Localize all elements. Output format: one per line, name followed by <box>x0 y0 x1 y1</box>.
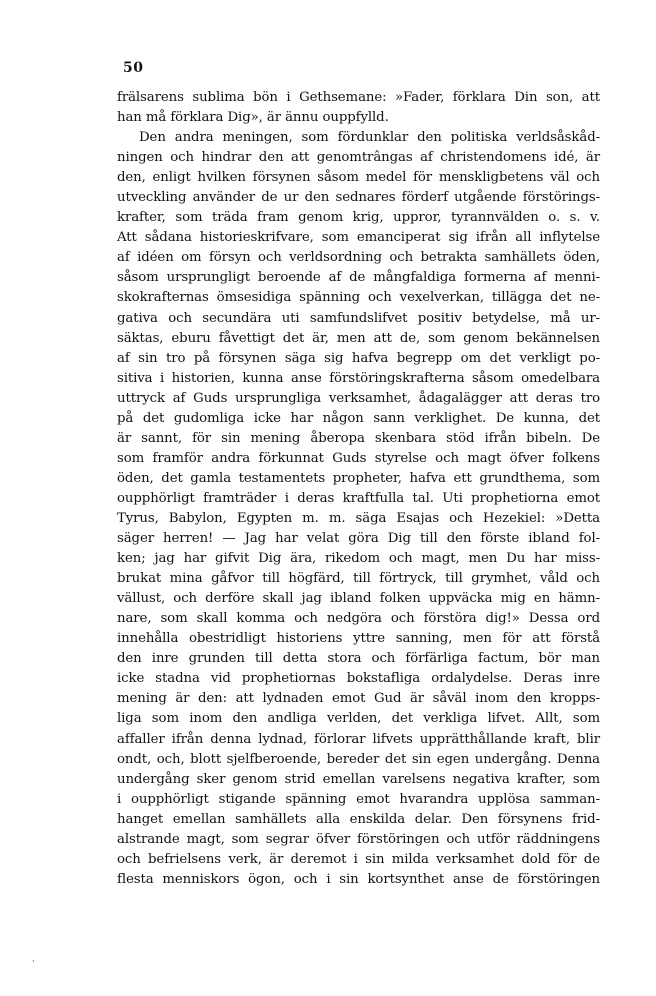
text-line: frälsarens sublima bön i Gethsemane: »Fader, förklara Din son, att <box>117 90 600 105</box>
text-line: utveckling använder de ur den sednares förderf utgående förstörings- <box>117 190 600 206</box>
text-line: öden, det gamla testamentets propheter, hafva ett grundthema, som <box>117 470 600 486</box>
text-line: i oupphörligt stigande spänning emot hvarandra upplösa samman- <box>117 791 600 807</box>
text-line: som framför andra förkunnat Guds styrelse och magt öfver folkens <box>117 450 600 466</box>
text-line: oupphörligt framträder i deras kraftfulla tal. Uti prophetiorna emot <box>117 490 600 506</box>
text-line: Att sådana historieskrifvare, som emanciperat sig ifrån all inflytelse <box>117 230 600 246</box>
text-line: liga som inom den andliga verlden, det verkliga lifvet. Allt, som <box>117 711 600 727</box>
body-text <box>117 88 600 890</box>
text-line: Den andra meningen, som fördunklar den politiska verldsåskåd- <box>139 130 600 146</box>
text-line: flesta menniskors ögon, och i sin kortsynthet anse de förstöringen <box>117 871 600 887</box>
text-line: sitiva i historien, kunna anse förstöringskrafterna såsom omedelbara <box>117 370 600 386</box>
text-line: icke stadna vid prophetiornas bokstafliga ordalydelse. Deras inre <box>117 671 600 687</box>
text-line: nare, som skall komma och nedgöra och förstöra dig!» Dessa ord <box>117 611 600 627</box>
text-line: den inre grunden till detta stora och förfärliga factum, bör man <box>117 651 600 667</box>
text-line: mening är den: att lydnaden emot Gud är såväl inom den kropps- <box>117 691 600 707</box>
text-line: af sin tro på försynen säga sig hafva begrepp om det verkligt po- <box>117 350 600 366</box>
text-line: Tyrus, Babylon, Egypten m. m. säga Esajas och Hezekiel: »Detta <box>117 510 600 526</box>
text-line: på det gudomliga icke har någon sann verklighet. De kunna, det <box>117 410 600 426</box>
text-line: hanget emellan samhällets alla enskilda delar. Den försynens frid- <box>117 811 600 827</box>
text-line: säktas, eburu fåvettigt det är, men att de, som genom bekännelsen <box>117 330 600 346</box>
text-line: skokrafternas ömsesidiga spänning och vexelverkan, tillägga det ne- <box>117 290 600 306</box>
text-line: krafter, som träda fram genom krig, uppror, tyrannvälden o. s. v. <box>117 210 600 226</box>
text-line: han må förklara Dig», är ännu ouppfylld. <box>117 110 389 126</box>
text-line: är sannt, för sin mening åberopa skenbara stöd ifrån bibeln. De <box>117 430 600 446</box>
text-line: af idéen om försyn och verldsordning och betrakta samhällets öden, <box>117 250 600 266</box>
text-line: brukat mina gåfvor till högfärd, till förtryck, till grymhet, våld och <box>117 571 600 587</box>
text-line: vällust, och derföre skall jag ibland folken uppväcka mig en hämn- <box>117 591 600 607</box>
text-line: uttryck af Guds ursprungliga verksamhet, ådagalägger att deras tro <box>117 390 600 406</box>
text-line: ondt, och, blott sjelfberoende, bereder det sin egen undergång. Denna <box>117 751 600 767</box>
text-line: affaller ifrån denna lydnad, förlorar lifvets upprätthållande kraft, blir <box>117 731 600 747</box>
text-line: och befrielsens verk, är deremot i sin milda verksamhet dold för de <box>117 851 600 867</box>
text-line: såsom ursprungligt beroende af de mångfaldiga formerna af menni- <box>117 270 600 286</box>
text-line: ningen och hindrar den att genomtrângas af christendomens idé, är <box>117 150 600 166</box>
text-line: alstrande magt, som segrar öfver förstöringen och utför räddningens <box>117 831 600 847</box>
text-line: innehålla obestridligt historiens yttre sanning, men för att förstå <box>117 631 600 647</box>
text-line: gativa och secundära uti samfundslifvet positiv betydelse, må ur- <box>117 310 600 326</box>
text-line: ken; jag har gifvit Dig ära, rikedom och magt, men Du har miss- <box>117 551 600 567</box>
text-line: undergång sker genom strid emellan varelsens negativa krafter, som <box>117 771 600 787</box>
page-number: 50 <box>123 60 144 76</box>
text-line: den, enligt hvilken försynen såsom medel för menskligbetens väl och <box>117 170 600 186</box>
text-line: säger herren! — Jag har velat göra Dig till den förste ibland fol- <box>117 531 600 547</box>
scan-speck-mark: ˎ <box>31 951 39 964</box>
